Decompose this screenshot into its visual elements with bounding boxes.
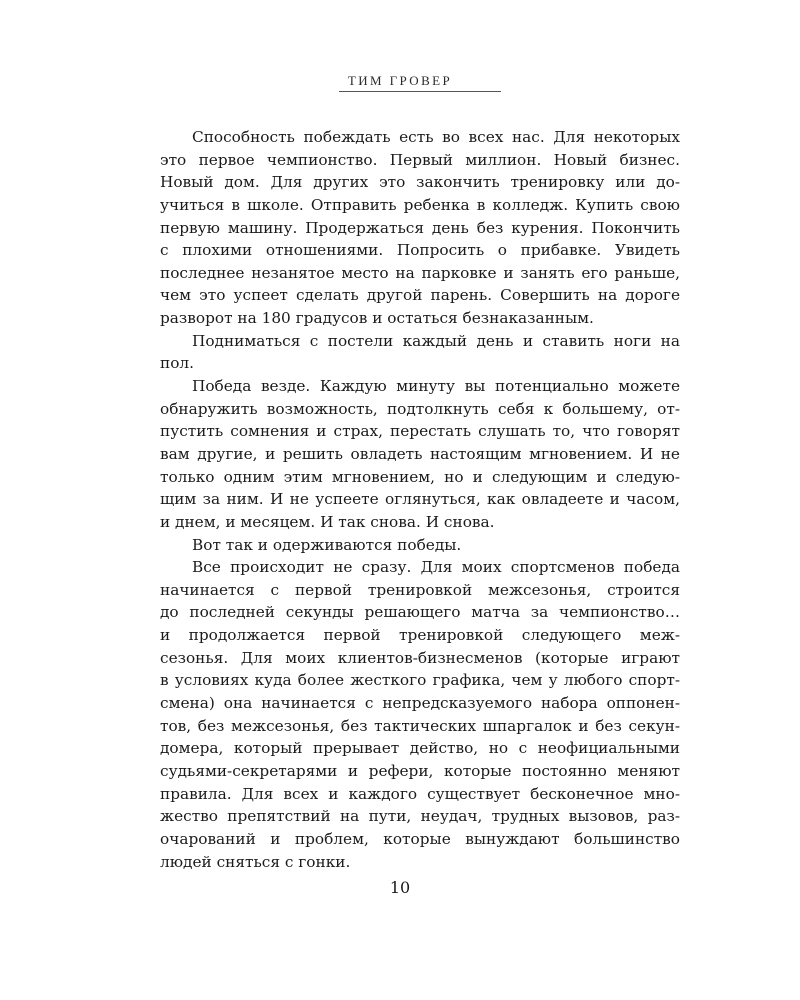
text-line: Победа везде. Каждую минуту вы потенциально можете [192,377,680,396]
text-line: судьями-секретарями и рефери, которые постоянно меняют [160,761,680,780]
text-line: чем это успеет сделать другой парень. Совершить на дороге [160,286,680,305]
running-head-title: ТИМ ГРОВЕР [347,73,453,88]
text-line: первую машину. Продержаться день без курения. Покончить [160,218,680,237]
text-line: Способность побеждать есть во всех нас. Для некоторых [192,128,680,146]
text-line: последнее незанятое место на парковке и занять его раньше, [160,263,680,282]
text-line: пол. [160,354,194,373]
text-line: смена) она начинается с непредсказуемого набора оппонен- [160,694,680,713]
text-line: и днем, и месяцем. И так снова. И снова. [160,512,495,531]
text-line: домера, который прерывает действо, но с неофициальными [160,739,680,758]
running-head [0,70,800,89]
text-line: учиться в школе. Отправить ребенка в колледж. Купить свою [160,195,680,214]
running-head-rule [339,91,501,92]
text-line: вам другие, и решить овладеть настоящим мгновением. И не [160,444,680,463]
text-line: это первое чемпионство. Первый миллион. Новый бизнес. [160,150,680,169]
paragraph [160,534,680,557]
text-line: очарований и проблем, которые вынуждают большинство [160,829,680,848]
text-line: с плохими отношениями. Попросить о прибавке. Увидеть [160,241,680,260]
text-line: до последней секунды решающего матча за чемпионство… [160,603,680,622]
paragraph [160,556,680,873]
text-line: обнаружить возможность, подтолкнуть себя к большему, от- [160,399,680,418]
page-number: 10 [389,878,411,897]
paragraph [160,375,680,533]
text-line: людей сняться с гонки. [160,852,351,871]
text-line: Подниматься с постели каждый день и ставить ноги на [192,331,680,350]
text-line: Новый дом. Для других это закончить тренировку или до- [160,173,680,192]
paragraph [160,330,680,375]
text-line: пустить сомнения и страх, перестать слушать то, что говорят [160,422,680,441]
text-line: щим за ним. И не успеете оглянуться, как овладеете и часом, [160,490,680,509]
body-text [160,126,680,873]
text-line: сезонья. Для моих клиентов-бизнесменов (которые играют [160,648,680,667]
text-line: в условиях куда более жесткого графика, чем у любого спорт- [160,671,680,690]
text-line: только одним этим мгновением, но и следующим и следую- [160,467,680,486]
text-line: Все происходит не сразу. Для моих спортсменов победа [192,558,680,577]
text-line: разворот на 180 градусов и остаться безнаказанным. [160,309,594,328]
text-line: правила. Для всех и каждого существует бесконечное мно- [160,784,680,803]
text-line: тов, без межсезонья, без тактических шпаргалок и без секун- [160,716,680,735]
text-line: Вот так и одерживаются победы. [192,535,462,554]
text-line: и продолжается первой тренировкой следующего меж- [160,626,680,645]
text-line: жество препятствий на пути, неудач, трудных вызовов, раз- [160,807,680,826]
text-line: начинается с первой тренировкой межсезонья, строится [160,580,680,599]
paragraph [160,126,680,330]
